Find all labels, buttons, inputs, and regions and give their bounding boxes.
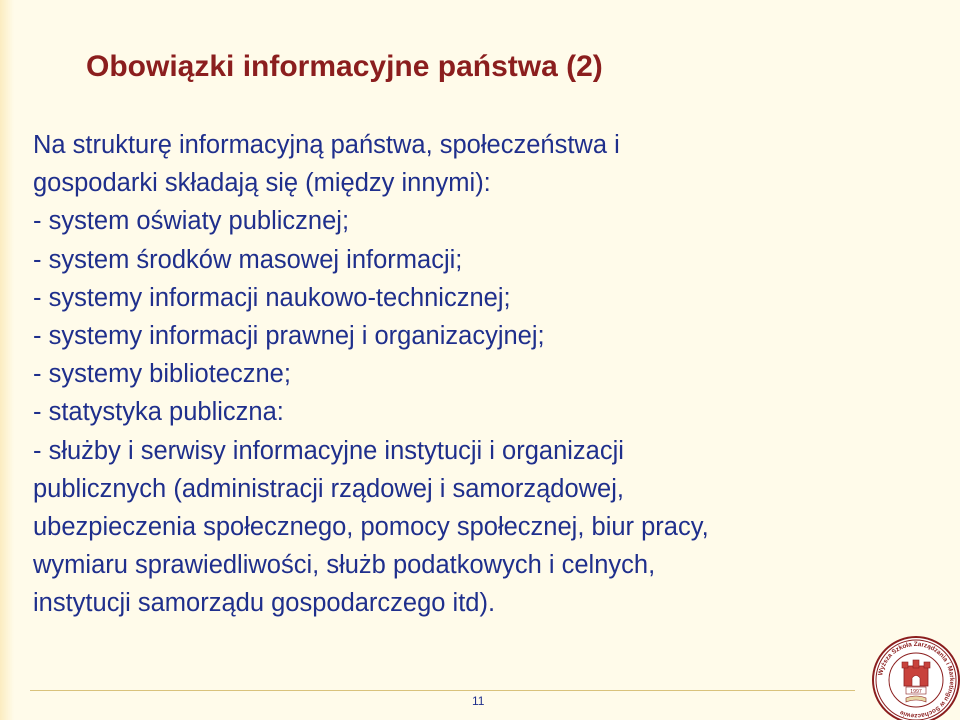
body-line: - system środków masowej informacji; — [33, 245, 463, 274]
school-seal-logo-icon — [872, 636, 960, 720]
body-line: gospodarki składają się (między innymi): — [33, 169, 491, 198]
slide-body — [33, 126, 933, 623]
body-line: publicznych (administracji rządowej i samorządowej, — [33, 474, 624, 503]
body-line: - systemy informacji naukowo-technicznej; — [33, 283, 511, 312]
body-line: - służby i serwisy informacyjne instytucji i organizacji — [33, 436, 624, 465]
body-line: instytucji samorządu gospodarczego itd). — [33, 589, 496, 618]
page-number: 11 — [472, 694, 485, 708]
body-line: - system oświaty publicznej; — [33, 207, 350, 236]
body-line: - systemy informacji prawnej i organizacyjnej; — [33, 322, 545, 351]
body-line: wymiaru sprawiedliwości, służb podatkowych i celnych, — [33, 551, 656, 580]
body-line: ubezpieczenia społecznego, pomocy społecznej, biur pracy, — [33, 513, 709, 542]
body-line: Na strukturę informacyjną państwa, społeczeństwa i — [33, 131, 620, 159]
slide-title: Obowiązki informacyjne państwa (2) — [86, 50, 603, 83]
footer-divider — [30, 690, 855, 691]
body-line: - systemy biblioteczne; — [33, 360, 291, 389]
body-line: - statystyka publiczna: — [33, 398, 284, 427]
logo-ring-text: Wyższa Szkoła Zarządzania i Marketingu w Sochaczewie — [877, 640, 956, 720]
logo-year: 1997 — [910, 688, 922, 695]
